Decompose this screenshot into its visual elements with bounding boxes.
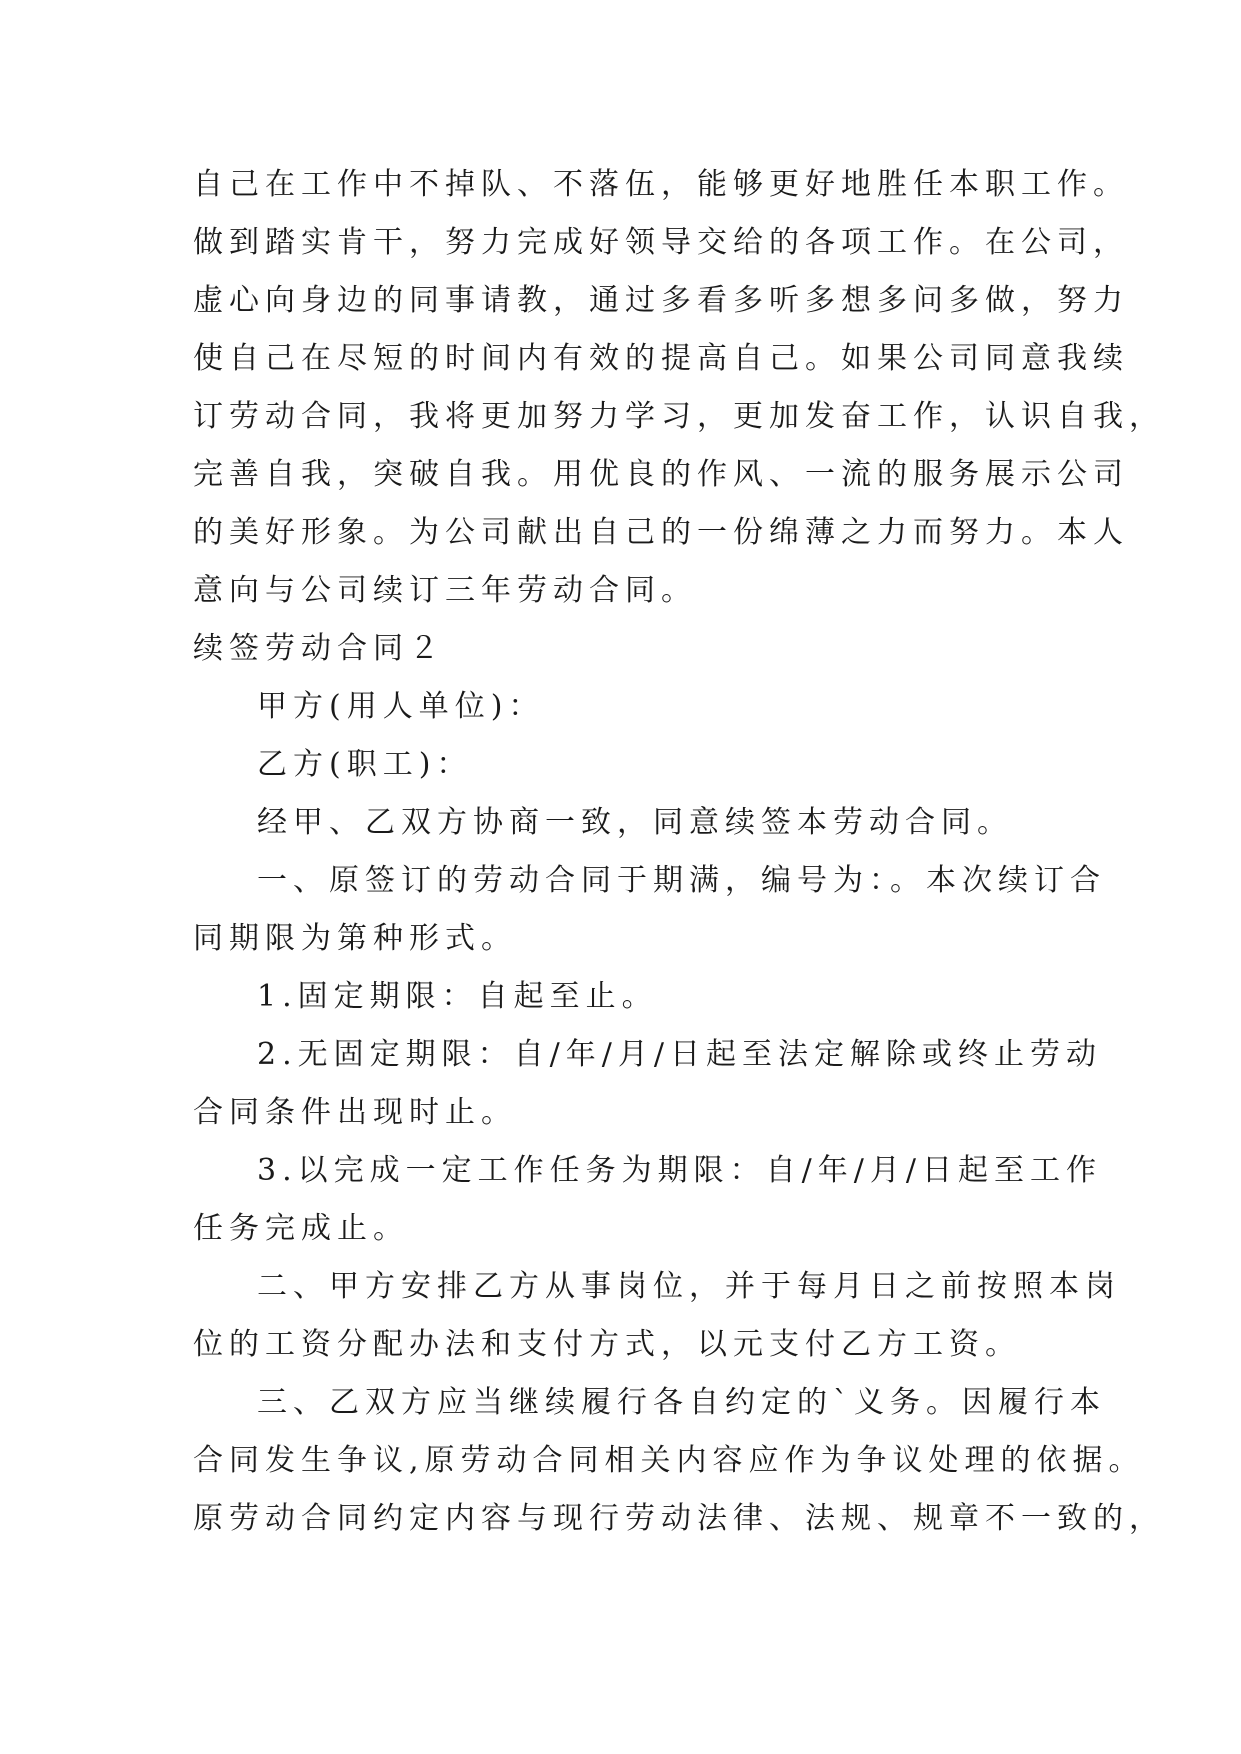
text-line: 经甲、乙双方协商一致，同意续签本劳动合同。 [257,805,1013,840]
text-line: 同期限为第种形式。 [193,921,517,956]
text-line: 完善自我，突破自我。用优良的作风、一流的服务展示公司 [193,457,1129,492]
text-line: 合同条件出现时止。 [193,1095,517,1130]
text-line: 三、乙双方应当继续履行各自约定的`义务。因履行本 [257,1385,1106,1420]
text-line: 二、甲方安排乙方从事岗位，并于每月日之前按照本岗 [257,1269,1121,1304]
text-line: 的美好形象。为公司献出自己的一份绵薄之力而努力。本人 [193,515,1129,550]
text-line: 2.无固定期限：自/年/月/日起至法定解除或终止劳动 [257,1037,1102,1072]
text-line: 一、原签订的劳动合同于期满，编号为：。本次续订合 [257,863,1106,898]
text-line: 意向与公司续订三年劳动合同。 [193,573,697,608]
text-line: 原劳动合同约定内容与现行劳动法律、法规、规章不一致的， [193,1501,1165,1536]
text-line: 自己在工作中不掉队、不落伍，能够更好地胜任本职工作。 [193,167,1129,202]
text-line: 任务完成止。 [193,1211,409,1246]
text-line: 虚心向身边的同事请教，通过多看多听多想多问多做，努力 [193,283,1129,318]
text-line: 使自己在尽短的时间内有效的提高自己。如果公司同意我续 [193,341,1129,376]
text-line: 做到踏实肯干，努力完成好领导交给的各项工作。在公司， [193,225,1129,260]
text-line: 合同发生争议,原劳动合同相关内容应作为争议处理的依据。 [193,1443,1145,1478]
text-line: 乙方(职工)： [257,747,473,782]
text-line: 1.固定期限：自起至止。 [257,979,658,1014]
text-line: 位的工资分配办法和支付方式，以元支付乙方工资。 [193,1327,1021,1362]
text-line: 甲方(用人单位)： [257,689,545,724]
text-line: 3.以完成一定工作任务为期限：自/年/月/日起至工作 [257,1153,1102,1188]
text-line: 订劳动合同，我将更加努力学习，更加发奋工作，认识自我， [193,399,1165,434]
section-heading: 续签劳动合同２ [193,631,445,666]
